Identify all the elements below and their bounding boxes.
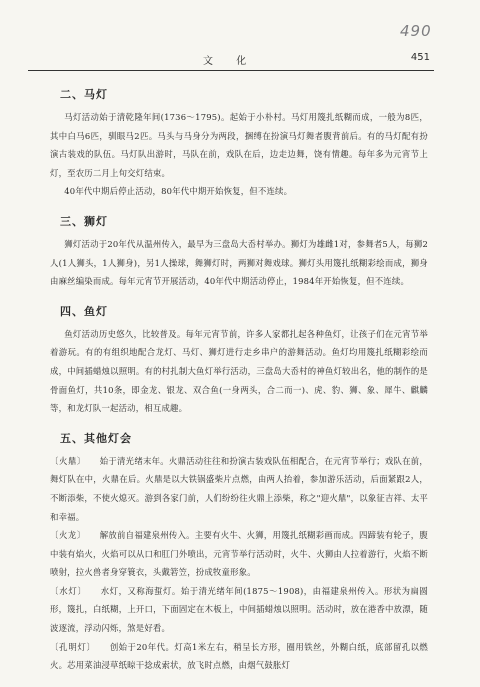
section-lion-lantern [50, 213, 428, 291]
section-fish-lantern [50, 303, 428, 418]
list-item-kongming-lantern [50, 638, 428, 675]
section-heading: 五、其他灯会 [60, 431, 132, 445]
handwritten-page-note: 490 [400, 22, 432, 40]
header-rule [28, 70, 434, 71]
item-tag: 〔水灯〕 [50, 585, 87, 596]
item-text: 水灯，又称海蜇灯。始于清光绪年间(1875～1908)，由福建泉州传入。形状为扁圆形，篾扎，白纸糊，上开口，下面固定在木板上，中间插蜡烛以照明。活动时，放在港香中放漂，随波逐流，浮动闪烁，煞是好看。 [50, 585, 428, 634]
section-heading: 二、马灯 [60, 88, 108, 101]
item-text: 解放前自福建泉州传入。主要有火牛、火狮，用篾扎纸糊彩画而成。四蹄装有轮子，腹中装有焰火，火焰可以从口和肛门外喷出，元宵节举行活动时，火牛、火狮由人拉着游行，火焰不断喷射，拉火兽者身穿簑衣，头戴箬笠，扮成牧童形象。 [50, 530, 428, 578]
running-header [28, 52, 430, 70]
page-number: 451 [410, 52, 430, 63]
item-tag: 〔孔明灯〕 [50, 641, 96, 652]
list-item-fire-cauldron [50, 452, 428, 526]
list-item-fire-dragon [50, 526, 428, 582]
section-other-lantern-festivals [50, 430, 428, 675]
section-heading: 四、鱼灯 [60, 304, 108, 318]
running-header-title: 文 化 [203, 56, 257, 67]
paragraph: 马灯活动始于清乾隆年间(1736～1795)。起始于小朴村。马灯用篾扎纸糊而成，一般为8匹，其中白马6匹，驯眼马2匹。马头与马身分为两段，捆缚在扮演马灯舞者腹背前后。有的马灯配有扮演古装戏的队伍。马灯队出游时，马队在前，戏队在后，边走边舞，饶有情趣。每年多为元宵节上灯，至农历二月上旬交灯结束。 [50, 112, 428, 178]
section-horse-lantern [50, 86, 428, 201]
paragraph: 狮灯活动于20年代从温州传入，最早为三盘岛大岙村举办。狮灯为雄雌1对，参舞者5人，每狮2人(1人狮头，1人狮身)，另1人操球，舞狮灯时，两狮对舞戏球。狮灯头用篾扎纸糊彩绘而成，狮身由麻丝编染而成。每年元宵节开展活动，40年代中期活动停止，1984年开始恢复，但不连续。 [50, 238, 428, 287]
paragraph: 鱼灯活动历史悠久，比较普及。每年元宵节前，许多人家都扎起各种鱼灯，让孩子们在元宵节举着游玩。有的有组织地配合龙灯、马灯、狮灯进行走乡串户的游舞活动。鱼灯均用篾扎纸糊彩绘而成，中间插蜡烛以照明。有的村扎制大鱼灯举行活动，三盘岛大岙村的神鱼灯较出名，他的制作的是骨面鱼灯，共10条，即金龙、银龙、双合鱼(一身两头，合二而一)、虎、豹、狮、象、犀牛、麒麟等，和龙灯队一起活动，相互成趣。 [50, 328, 428, 414]
list-item-water-lantern [50, 582, 428, 638]
paragraph: 40年代中期后停止活动，80年代中期开始恢复，但不连续。 [64, 186, 293, 197]
item-tag: 〔火鼎〕 [50, 455, 86, 466]
section-heading: 三、狮灯 [60, 214, 108, 228]
page-body [50, 86, 428, 687]
item-tag: 〔火龙〕 [50, 530, 86, 541]
item-text: 创始于20年代。灯高1米左右，稍呈长方形，圈用铁丝，外糊白纸，底部留孔以燃火。芯用菜油浸草纸晾干捻成索状，放飞时点燃，由烟气鼓胀灯 [50, 641, 428, 671]
item-text: 始于清光绪末年。火鼎活动往往和扮演古装戏队伍相配合，在元宵节举行；戏队在前，舞灯队在中，火鼎在后。火鼎是以大铁锅盛柴片点燃，由两人抬着，参加游乐活动，后面紧跟2人，不断添柴，不使火熄灭。游到各家门前，人们纷纷往火鼎上添柴，称之"迎火鼎"，以象征吉祥、太平和幸福。 [50, 455, 428, 522]
